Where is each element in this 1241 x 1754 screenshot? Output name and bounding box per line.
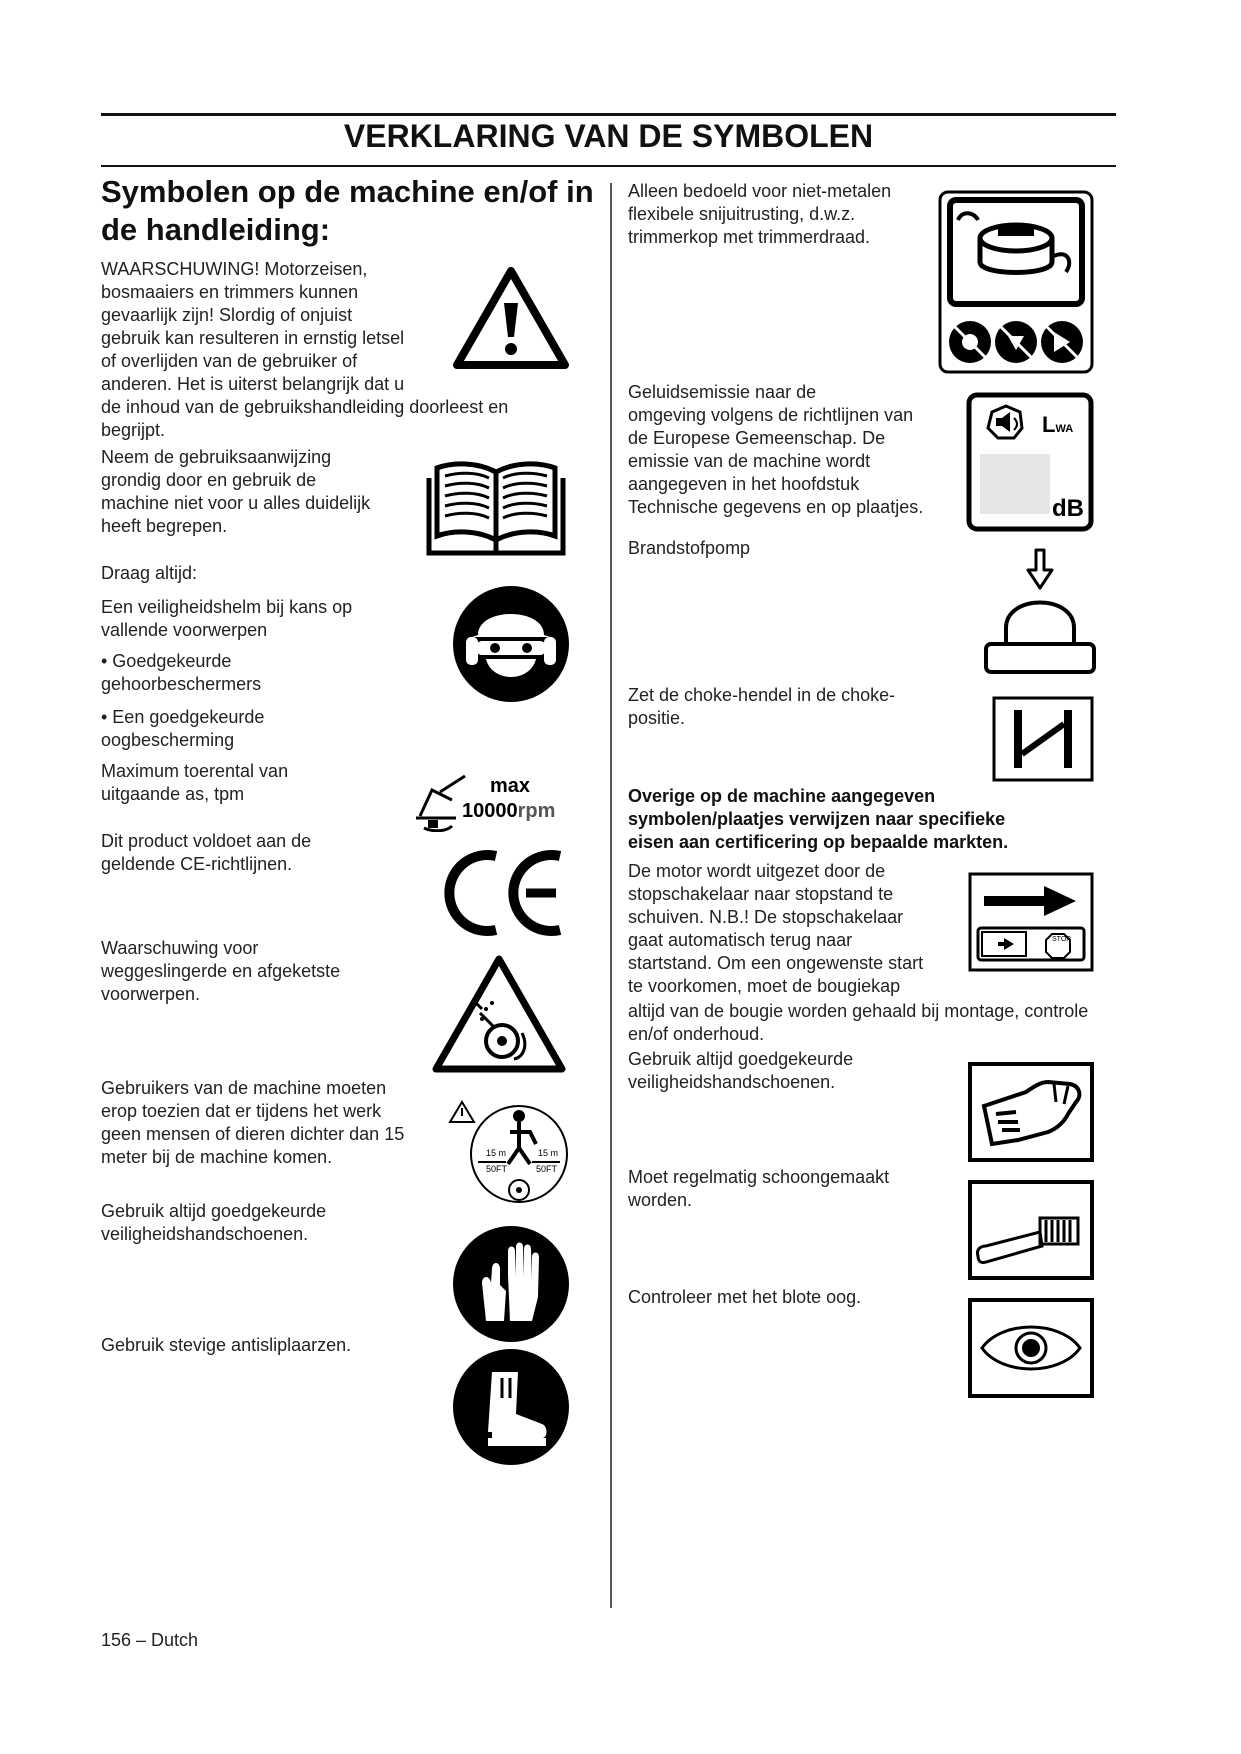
- distance-ft-label-left: 50FT: [486, 1164, 508, 1174]
- ear-protection-item: • Goedgekeurde gehoorbeschermers: [101, 651, 262, 694]
- distance-ft-label-right: 50FT: [536, 1164, 558, 1174]
- max-label: max: [490, 775, 531, 797]
- warning-text: WAARSCHUWING! Motorzeisen, bosmaaiers en trimmers kunnen gevaarlijk zijn! Slordig of onjuist gebruik kan resulteren in ernstig letsel of overlijden van de gebruiker of anderen. Het is uiterst belangrijk dat u: [101, 259, 405, 394]
- protective-gear-icon: [452, 585, 570, 703]
- thrown-objects-icon: [430, 953, 568, 1075]
- lwa-subscript: WA: [1055, 423, 1074, 435]
- stop-switch-icon: [968, 872, 1094, 972]
- gloves-text: Gebruik altijd goedgekeurde veiligheidshandschoenen.: [101, 1201, 327, 1244]
- choke-text: Zet de choke-hendel in de choke- positie.: [628, 685, 896, 728]
- cleaning-brush-icon: [968, 1180, 1094, 1280]
- gloves-certified-text: Gebruik altijd goedgekeurde veiligheidshandschoenen.: [628, 1049, 854, 1092]
- ce-mark-icon: [442, 846, 570, 940]
- thrown-objects-text: Waarschuwing voor weggeslingerde en afgeketste voorwerpen.: [101, 938, 341, 1004]
- column-divider: [610, 183, 612, 1608]
- max-speed-text: Maximum toerental van uitgaande as, tpm: [101, 761, 289, 804]
- helmet-text: Een veiligheidshelm bij kans op vallende voorwerpen: [101, 597, 353, 640]
- stop-label: STOP: [1052, 936, 1071, 943]
- boots-icon: [452, 1348, 570, 1466]
- non-metal-text: Alleen bedoeld voor niet-metalen flexibele snijuitrusting, d.w.z. trimmerkop met trimmerdraad.: [628, 181, 892, 247]
- lwa-letter: L: [1042, 412, 1056, 437]
- warning-triangle-icon: [452, 265, 570, 370]
- ce-text: Dit product voldoet aan de geldende CE-richtlijnen.: [101, 831, 312, 874]
- wear-always-label: Draag altijd:: [101, 563, 198, 583]
- manual-text: Neem de gebruiksaanwijzing grondig door en gebruik de machine niet voor u alles duidelijk heeft begrepen.: [101, 447, 371, 536]
- stop-switch-text: De motor wordt uitgezet door de stopschakelaar naar stopstand te schuiven. N.B.! De stopschakelaar gaat automatisch terug naar startstand. Om een ongewenste start te voorkomen, moet de bougiekap: [628, 861, 924, 996]
- title-rule: [101, 165, 1116, 167]
- page-title: VERKLARING VAN DE SYMBOLEN: [343, 118, 874, 154]
- rpm-readout: [462, 800, 555, 823]
- distance-m-label-left: 15 m: [486, 1148, 507, 1158]
- clean-text: Moet regelmatig schoongemaakt worden.: [628, 1167, 890, 1210]
- choke-icon: [992, 696, 1094, 782]
- section-heading: Symbolen op de machine en/of in de handleiding:: [101, 174, 594, 247]
- other-symbols-heading: Overige op de machine aangegeven symbolen/plaatjes verwijzen naar specifieke eisen aan certificering op bepaalde markten.: [628, 786, 1009, 852]
- lwa-label: [1042, 412, 1073, 438]
- gloves-icon: [452, 1225, 570, 1343]
- certified-gloves-icon: [968, 1062, 1094, 1162]
- visual-inspection-eye-icon: [968, 1298, 1094, 1398]
- boots-text: Gebruik stevige antisliplaarzen.: [101, 1335, 352, 1355]
- top-rule: [101, 113, 1116, 116]
- eye-protection-item: • Een goedgekeurde oogbescherming: [101, 707, 265, 750]
- safety-distance-text: Gebruikers van de machine moeten erop toezien dat er tijdens het werk geen mensen of dieren dichter dan 15 meter bij de machine komen.: [101, 1078, 405, 1167]
- trimmer-head-icon: [938, 190, 1094, 374]
- rpm-value: 10000: [462, 800, 518, 822]
- distance-m-label-right: 15 m: [538, 1148, 559, 1158]
- read-manual-icon: [425, 458, 567, 558]
- rpm-unit: rpm: [517, 800, 556, 822]
- stop-switch-text-continued: altijd van de bougie worden gehaald bij montage, controle en/of onderhoud.: [628, 1001, 1089, 1044]
- page-number: 156 – Dutch: [101, 1630, 199, 1650]
- fuel-pump-text: Brandstofpomp: [628, 538, 751, 558]
- inspect-text: Controleer met het blote oog.: [628, 1287, 862, 1307]
- noise-text: Geluidsemissie naar de omgeving volgens de richtlijnen van de Europese Gemeenschap. De emissie van de machine wordt aangegeven in het hoofdstuk Technische gegevens en op plaatjes.: [628, 382, 924, 517]
- fuel-pump-icon: [984, 548, 1096, 678]
- warning-text-continued: de inhoud van de gebruikshandleiding doorleest en begrijpt.: [101, 397, 509, 440]
- db-label: dB: [1052, 495, 1084, 522]
